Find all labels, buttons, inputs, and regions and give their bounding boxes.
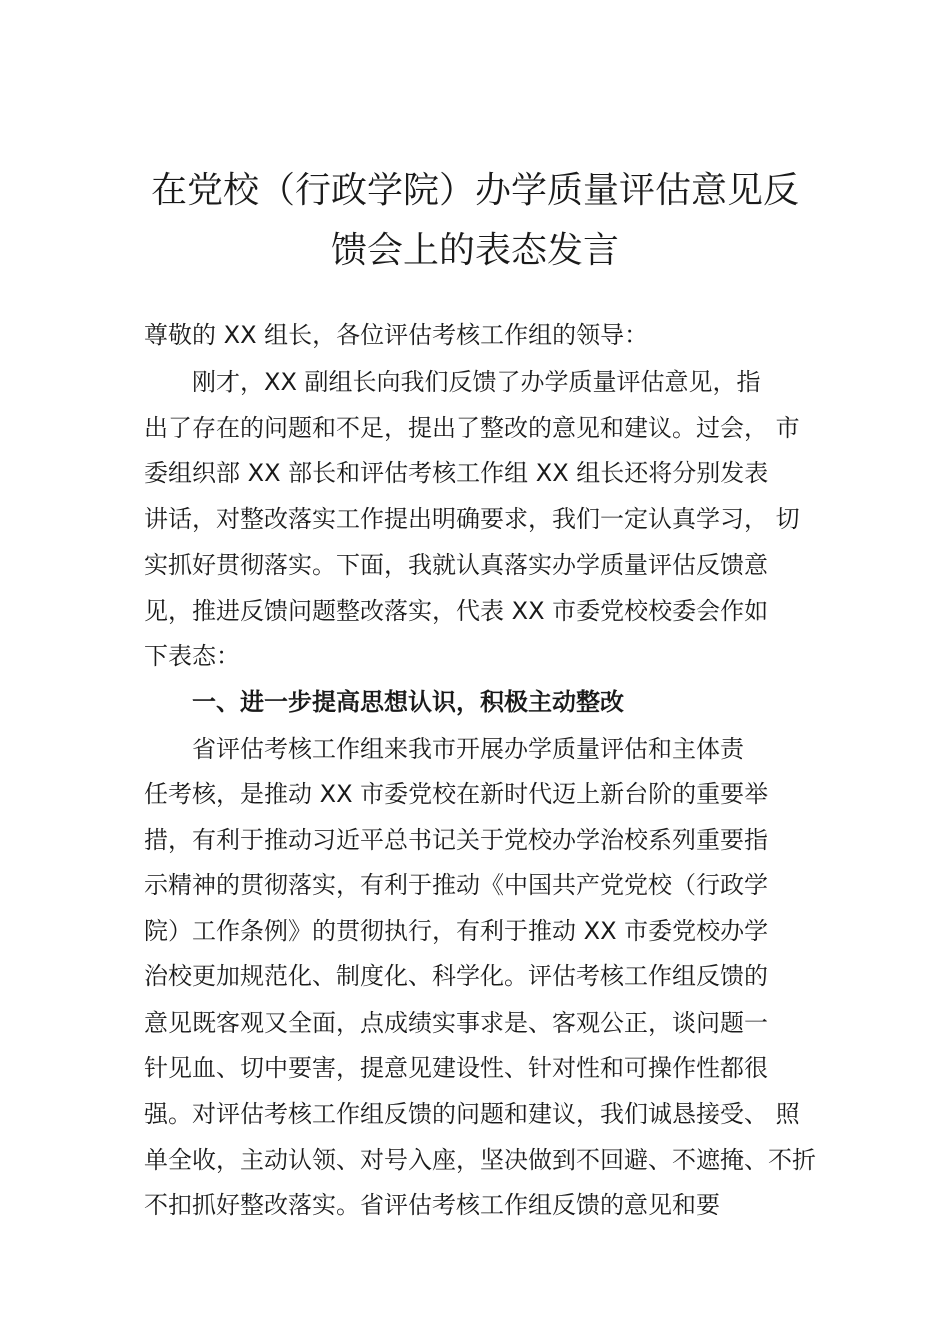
section-heading: 一、进一步提高思想认识，积极主动整改 [192,688,624,716]
paragraph-line: 见，推进反馈问题整改落实，代表 XX 市委党校校委会作如 [144,597,769,625]
paragraph-line: 不扣抓好整改落实。省评估考核工作组反馈的意见和要 [144,1191,720,1219]
paragraph-line: 委组织部 XX 部长和评估考核工作组 XX 组长还将分别发表 [144,459,769,487]
paragraph-line: 意见既客观又全面，点成绩实事求是、客观公正，谈问题一 [144,1009,768,1037]
paragraph-line: 强。对评估考核工作组反馈的问题和建议，我们诚恳接受、 照 [144,1100,800,1128]
salutation: 尊敬的 XX 组长，各位评估考核工作组的领导： [144,321,649,349]
paragraph-line: 讲话，对整改落实工作提出明确要求，我们一定认真学习， 切 [144,505,800,533]
paragraph-line: 省评估考核工作组来我市开展办学质量评估和主体责 [192,735,744,763]
paragraph-line: 示精神的贯彻落实，有利于推动《中国共产党党校（行政学 [144,871,768,899]
paragraph-line: 任考核，是推动 XX 市委党校在新时代迈上新台阶的重要举 [144,780,769,808]
document-title-line-1: 在党校（行政学院）办学质量评估意见反 [150,170,799,211]
paragraph-line: 实抓好贯彻落实。下面，我就认真落实办学质量评估反馈意 [144,551,768,579]
document-title-line-2: 馈会上的表态发言 [330,230,619,271]
paragraph-line: 刚才，XX 副组长向我们反馈了办学质量评估意见，指 [192,368,761,396]
paragraph-line: 治校更加规范化、制度化、科学化。评估考核工作组反馈的 [144,962,768,990]
paragraph-line: 院）工作条例》的贯彻执行，有利于推动 XX 市委党校办学 [144,917,769,945]
paragraph-line: 出了存在的问题和不足，提出了整改的意见和建议。过会， 市 [144,414,800,442]
paragraph-line: 针见血、切中要害，提意见建设性、针对性和可操作性都很 [144,1054,768,1082]
paragraph-line: 措，有利于推动习近平总书记关于党校办学治校系列重要指 [144,826,768,854]
paragraph-line: 单全收，主动认领、对号入座，坚决做到不回避、不遮掩、不折 [144,1146,816,1174]
paragraph-line: 下表态： [144,642,240,670]
